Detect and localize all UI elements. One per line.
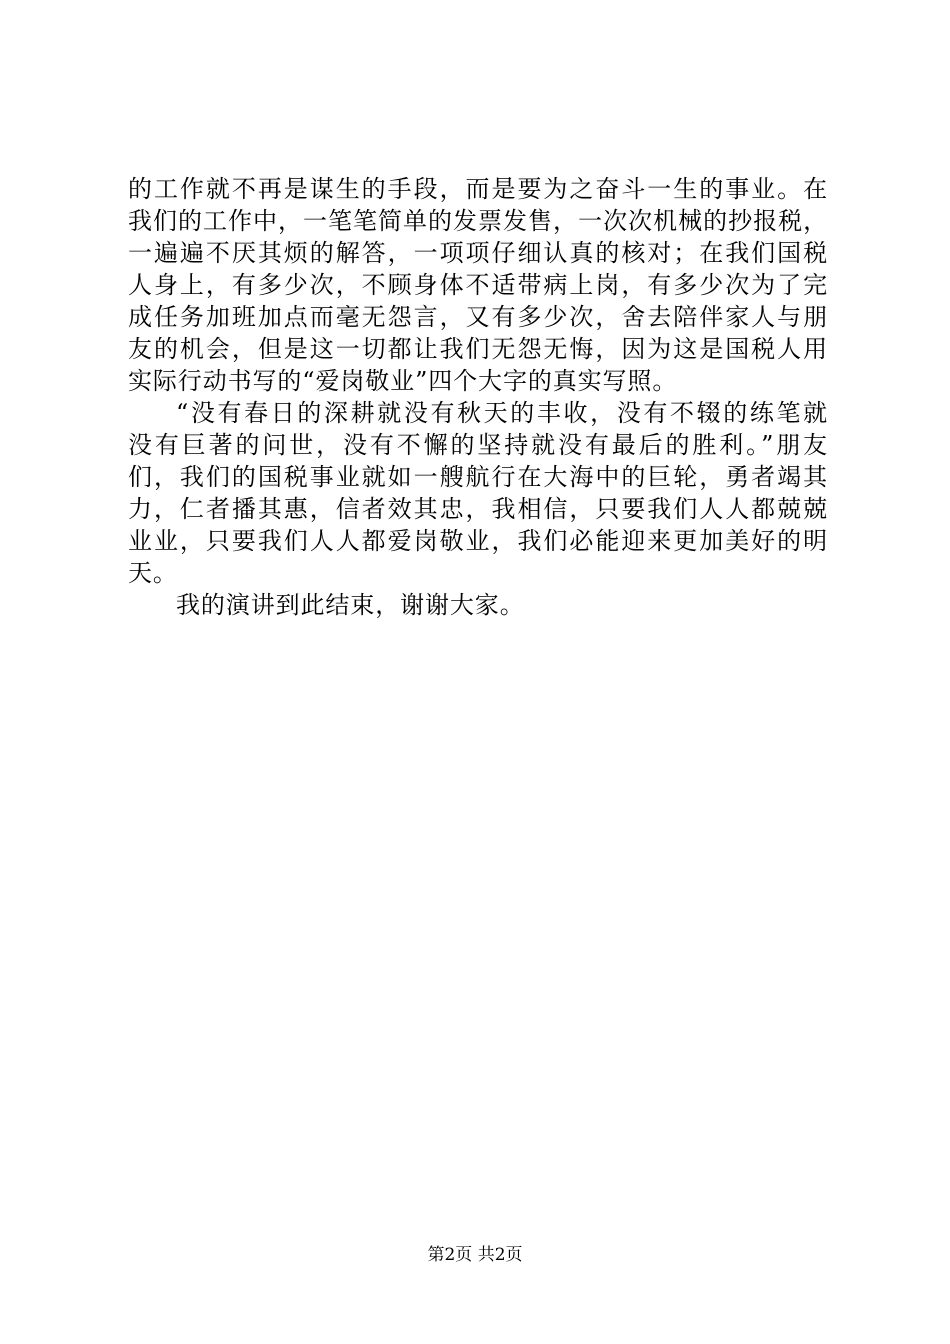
text-line: 友的机会，但是这一切都让我们无怨无悔，因为这是国税人用 bbox=[128, 335, 828, 363]
text-line: 人身上，有多少次，不顾身体不适带病上岗，有多少次为了完 bbox=[128, 271, 828, 299]
text-line: 力，仁者播其惠，信者效其忠，我相信，只要我们人人都兢兢 bbox=[128, 495, 828, 523]
text-line: 天。 bbox=[128, 559, 178, 587]
closing-line: 我的演讲到此结束，谢谢大家。 bbox=[176, 591, 525, 619]
text-line: 没有巨著的问世，没有不懈的坚持就没有最后的胜利。”朋友 bbox=[128, 431, 828, 459]
text-line: 业业，只要我们人人都爱岗敬业，我们必能迎来更加美好的明 bbox=[128, 527, 828, 555]
text-line: 的工作就不再是谋生的手段，而是要为之奋斗一生的事业。在 bbox=[128, 175, 828, 203]
text-line: 成任务加班加点而毫无怨言，又有多少次，舍去陪伴家人与朋 bbox=[128, 303, 828, 331]
text-line: 实际行动书写的“爱岗敬业”四个大字的真实写照。 bbox=[128, 367, 678, 395]
paragraph-start-line: “没有春日的深耕就没有秋天的丰收，没有不辍的练笔就 bbox=[176, 399, 828, 427]
speech-body bbox=[128, 173, 828, 621]
text-line: 我们的工作中，一笔笔简单的发票发售，一次次机械的抄报税， bbox=[128, 207, 828, 235]
text-line: 们，我们的国税事业就如一艘航行在大海中的巨轮，勇者竭其 bbox=[128, 463, 828, 491]
text-line: 一遍遍不厌其烦的解答，一项项仔细认真的核对；在我们国税 bbox=[128, 239, 828, 267]
page-footer: 第2页 共2页 bbox=[427, 1245, 523, 1265]
